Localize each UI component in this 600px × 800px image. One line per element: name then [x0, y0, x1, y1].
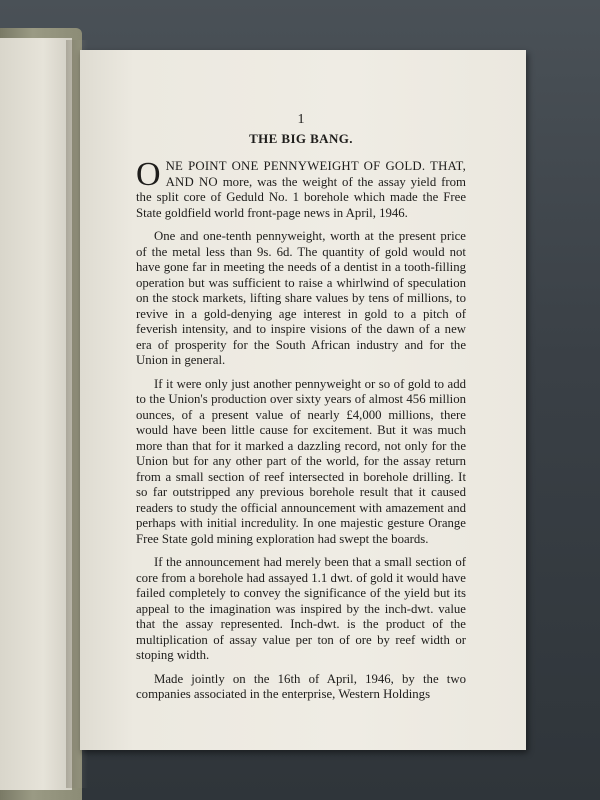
paragraph-2: One and one-tenth pennyweight, worth at the present price of the metal less than 9s. 6d. The quantity of gold would not have gone far in meeting the needs of a dentist in a tooth-filling operation but was sufficient to raise a whirlwind of speculation on the stock markets, lifting share values by tens of millions, to revive in a gold-denying age interest in gold to a pitch of feverish intensity, and to inspire visions of the dawn of a new era of prosperity for the South African industry and for the Union in general.	[136, 229, 466, 367]
book-page	[80, 50, 526, 750]
drop-cap-letter: O	[136, 156, 161, 193]
left-page-edge	[0, 38, 72, 790]
chapter-title: THE BIG BANG.	[249, 131, 353, 146]
paragraph-1	[136, 156, 466, 221]
paragraph-5: Made jointly on the 16th of April, 1946, by the two companies associated in the enterprise, Western Holdings	[136, 671, 466, 701]
paragraph-4: If the announcement had merely been that a small section of core from a borehole had assayed 1.1 dwt. of gold it would have failed completely to convey the significance of the yield but its appeal to the imagination was inspired by the inch-dwt. value that the assay represented. Inch-dwt. is the product of the multiplication of assay value per ton of ore by reef width or stoping width.	[136, 555, 466, 662]
paragraph-3: If it were only just another pennyweight or so of gold to add to the Union's production over sixty years of almost 456 million ounces, of a present value of nearly £4,000 millions, there would have been little cause for excitement. But it was much more than that for it marked a dazzling record, not only for the Union but for any other part of the world, for the assay return from a small section of reef intersected in borehole drilling. It so far outstripped any previous borehole result that it caused readers to study the official announcement with amazement and perhaps with initial incredulity. In one majestic gesture Orange Free State gold mining exploration had swept the boards.	[136, 376, 466, 546]
chapter-number: 1	[297, 112, 305, 127]
paragraph-1-text: more, was the weight of the assay yield from the split core of Geduld No. 1 borehole which made the Free State goldfield world front-page news in April, 1946.	[136, 174, 466, 220]
opening-small-caps: NE POINT ONE PENNYWEIGHT OF GOLD. THAT, AND NO	[165, 159, 466, 189]
page-text	[136, 112, 466, 711]
